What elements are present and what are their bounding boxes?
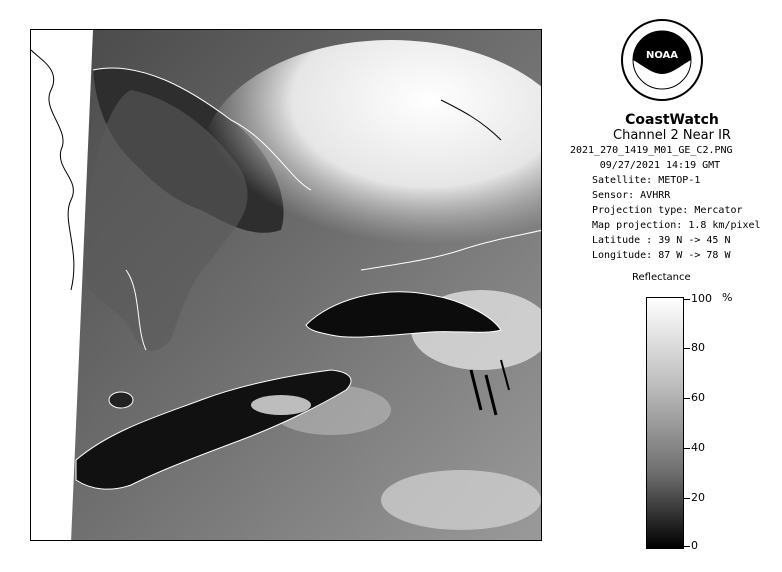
legend-tick-label: 60	[691, 391, 705, 404]
filename-text: 2021_270_1419_M01_GE_C2.PNG	[570, 145, 733, 156]
sensor-text: Sensor: AVHRR	[592, 190, 671, 201]
legend-tick-label: 100	[691, 292, 712, 305]
lake-st-clair	[109, 392, 133, 408]
noaa-logo-icon	[620, 18, 704, 102]
legend-tick	[684, 448, 690, 449]
satellite-text: Satellite: METOP-1	[592, 175, 701, 186]
cloud-band-south	[381, 470, 541, 530]
map-projection-text: Map projection: 1.8 km/pixel	[592, 220, 761, 231]
datetime-text: 09/27/2021 14:19 GMT	[599, 160, 721, 171]
page-title: CoastWatch	[625, 112, 719, 128]
longitude-text: Longitude: 87 W -> 78 W	[592, 250, 731, 261]
legend-tick	[684, 546, 690, 547]
legend-tick-label: 20	[691, 491, 705, 504]
logo-label: NOAA	[645, 50, 679, 61]
legend-tick	[684, 498, 690, 499]
map-canvas	[31, 30, 542, 541]
reflectance-colorbar	[646, 297, 684, 549]
info-panel	[570, 112, 761, 263]
legend-units: %	[722, 291, 733, 304]
channel-subtitle: Channel 2 Near IR	[613, 128, 731, 143]
legend-title: Reflectance	[632, 272, 691, 283]
legend-tick-label: 40	[691, 441, 705, 454]
legend-tick	[684, 398, 690, 399]
latitude-text: Latitude : 39 N -> 45 N	[592, 235, 731, 246]
satellite-map	[30, 29, 542, 541]
legend-tick	[684, 299, 690, 300]
legend-tick-label: 80	[691, 341, 705, 354]
erie-cloud	[251, 395, 311, 415]
legend-tick	[684, 348, 690, 349]
legend-tick-label: 0	[691, 539, 698, 552]
projection-type-text: Projection type: Mercator	[592, 205, 743, 216]
